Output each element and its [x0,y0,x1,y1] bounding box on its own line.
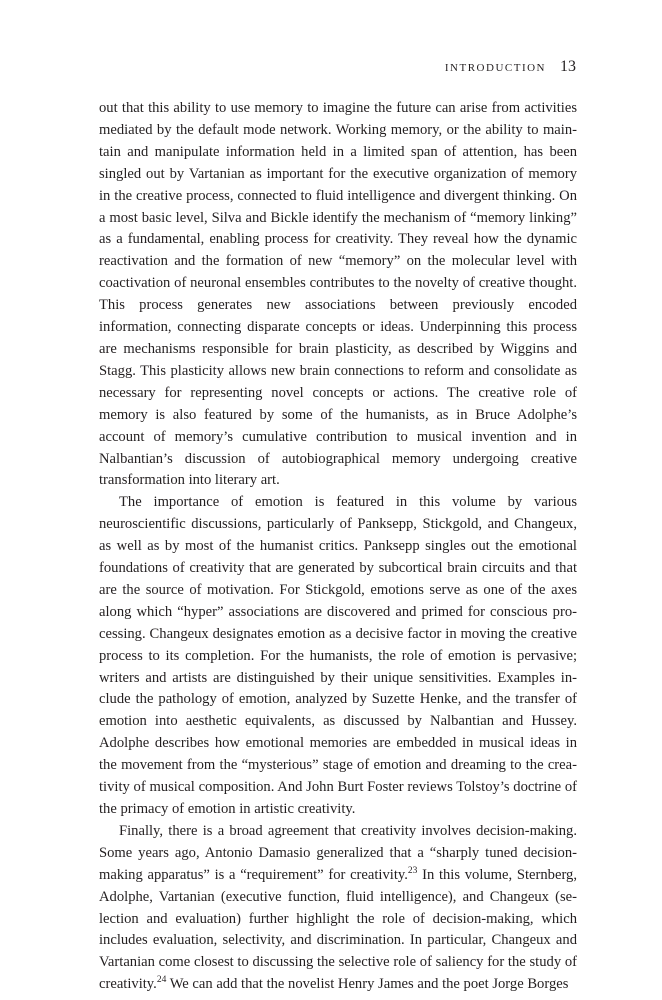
footnote-reference-24: 24 [156,975,167,986]
page-number: 13 [560,58,576,75]
footnote-reference-23: 23 [407,865,418,876]
paragraph-decision-making [99,821,577,996]
paragraph-text-segment: We can add that the novelist Henry James and the poet Jorge Borges [166,976,569,993]
paragraph-memory: out that this ability to use memory to imagine the future can arise from activities mediated by the default mode network. Working memory, or the ability to maintain and manipulate information held in a limited span of attention, has been singled out by Vartanian as important for the executive organization of memory in the creative process, connected to fluid intelligence and divergent thinking. On a most basic level, Silva and Bickle identify the mechanism of “memory linking” as a fundamental, enabling process for creativity. They reveal how the dynamic reactivation and the formation of new “memory” on the molecular level with coactivation of neuronal ensembles contributes to the novelty of creative thought. This process generates new associations between previously encoded information, connecting disparate concepts or ideas. Underpinning this process are mechanisms responsible for brain plasticity, as described by Wiggins and Stagg. This plasticity allows new brain connections to reform and consolidate as necessary for representing novel concepts or actions. The creative role of memory is also featured by some of the humanists, as in Bruce Adolphe’s account of memory’s cumulative contribution to musical invention and in Nalbantian’s discussion of autobiographical memory undergoing creative transformation into literary art. [99,100,577,489]
running-head-title: introduction [444,59,546,75]
paragraph-text-segment: In this volume, Sternberg, Adolphe, Vartanian (executive function, fluid intelligence), and Changeux (selection and evaluation) further highlight the role of decision-making, which includes evaluation, selectivity, and discrimination. In particular, Changeux and Vartanian come closest to discussing the selective role of saliency for the study of creativity. [99,866,577,993]
paragraph-emotion: The importance of emotion is featured in this volume by various neuroscientific discussions, particularly of Panksepp, Stickgold, and Changeux, as well as by most of the humanist critics. Panksepp singles out the emotional foundations of creativity that are generated by subcortical brain circuits and that are the source of motivation. For Stickgold, emotions serve as one of the axes along which “hyper” associations are discovered and primed for conscious processing. Changeux designates emotion as a decisive factor in moving the creative process to its completion. For the humanists, the role of emotion is pervasive; writers and artists are distinguished by their unique sensitivities. Examples include the pathology of emotion, analyzed by Suzette Henke, and the transfer of emotion into aesthetic equivalents, as discussed by Nalbantian and Hussey. Adolphe describes how emotional memories are embedded in musical ideas in the movement from the “mysterious” stage of emotion and dreaming to the creativity of musical composition. And John Burt Foster reviews Tolstoy’s doctrine of the primacy of emotion in artistic creativity. [99,494,577,817]
paragraph-text-segment: Finally, there is a broad agreement that creativity involves decision-making. Some years ago, Antonio Damasio generalized that a “sharply tuned decision-making apparatus” is a “requirement” for creativity. [99,822,577,883]
running-head [445,58,576,76]
body-text [99,98,577,996]
